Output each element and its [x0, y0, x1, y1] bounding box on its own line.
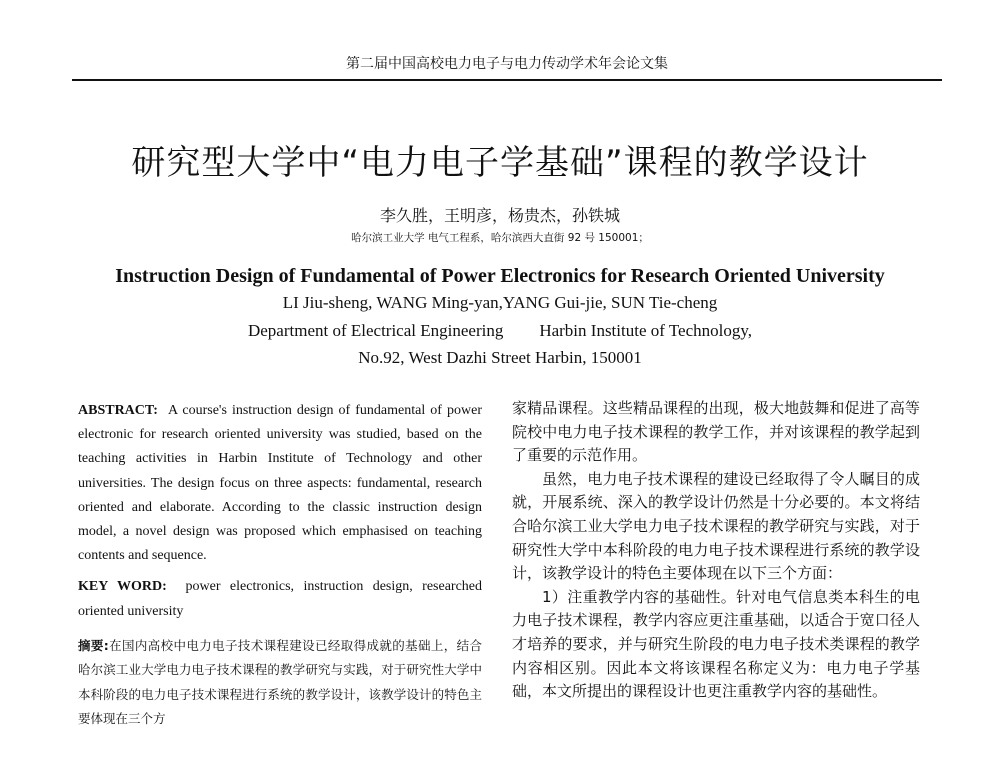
abstract-text: A course's instruction design of fundamental of power electronic for research oriented university was studied, based on the teaching activities in Harbin Institute of Technology and other universities. The design focus on three aspects: fundamental, research oriented and elaborate. According to the classic instruction design model, a novel design was proposed which emphasised on teaching contents and sequence.	[78, 403, 482, 564]
body-paragraph-1: 家精品课程。这些精品课程的出现，极大地鼓舞和促进了高等院校中电力电子技术课程的教学工作，并对该课程的教学起到了重要的示范作用。	[512, 399, 920, 465]
english-department: Department of Electrical Engineering	[247, 321, 504, 340]
english-institution: Harbin Institute of Technology,	[539, 321, 753, 340]
english-address: No.92, West Dazhi Street Harbin, 150001	[358, 348, 642, 367]
chinese-abstract	[78, 634, 482, 732]
right-column	[512, 397, 920, 704]
keywords	[78, 575, 482, 623]
english-affiliation	[0, 320, 1000, 342]
keywords-text: power electronics, instruction design, researched oriented university	[78, 579, 483, 619]
header-rule	[72, 79, 942, 81]
keywords-label: KEY WORD:	[78, 579, 167, 595]
body-paragraph-3: 1）注重教学内容的基础性。针对电气信息类本科生的电力电子技术课程，教学内容应更注重基础，以适合于宽口径人才培养的要求，并与研究生阶段的电力电子技术类课程的教学内容相区别。因此本文将该课程名称定义为：电力电子学基础，本文所提出的课程设计也更注重教学内容的基础性。	[512, 587, 920, 701]
left-column	[78, 399, 482, 744]
chinese-abstract-text: 在国内高校中电力电子技术课程建设已经取得成就的基础上，结合哈尔滨工业大学电力电子技术课程的教学研究与实践，对于研究性大学中本科阶段的电力电子技术课程进行系统的教学设计，该教学设计的特色主要体现在三个方	[78, 637, 482, 727]
abstract	[78, 399, 482, 568]
chinese-title: 研究型大学中“电力电子学基础”课程的教学设计	[131, 143, 869, 183]
chinese-authors: 李久胜，王明彦，杨贵杰，孙铁城	[379, 206, 620, 225]
abstract-label: ABSTRACT:	[78, 403, 158, 418]
english-title: Instruction Design of Fundamental of Power Electronics for Research Oriented University	[115, 265, 885, 287]
chinese-abstract-label: 摘要:	[78, 637, 109, 653]
running-header: 第二届中国高校电力电子与电力传动学术年会论文集	[346, 56, 668, 72]
chinese-affiliation: 哈尔滨工业大学 电气工程系，哈尔滨西大直街 92 号 150001；	[351, 232, 649, 244]
body-paragraph-2: 虽然，电力电子技术课程的建设已经取得了令人瞩目的成就，开展系统、深入的教学设计仍然是十分必要的。本文将结合哈尔滨工业大学电力电子技术课程的教学研究与实践，对于研究性大学中本科阶段的电力电子技术课程进行系统的教学设计，该教学设计的特色主要体现在以下三个方面：	[512, 469, 920, 583]
english-authors: LI Jiu-sheng, WANG Ming-yan,YANG Gui-jie, SUN Tie-cheng	[282, 293, 718, 312]
